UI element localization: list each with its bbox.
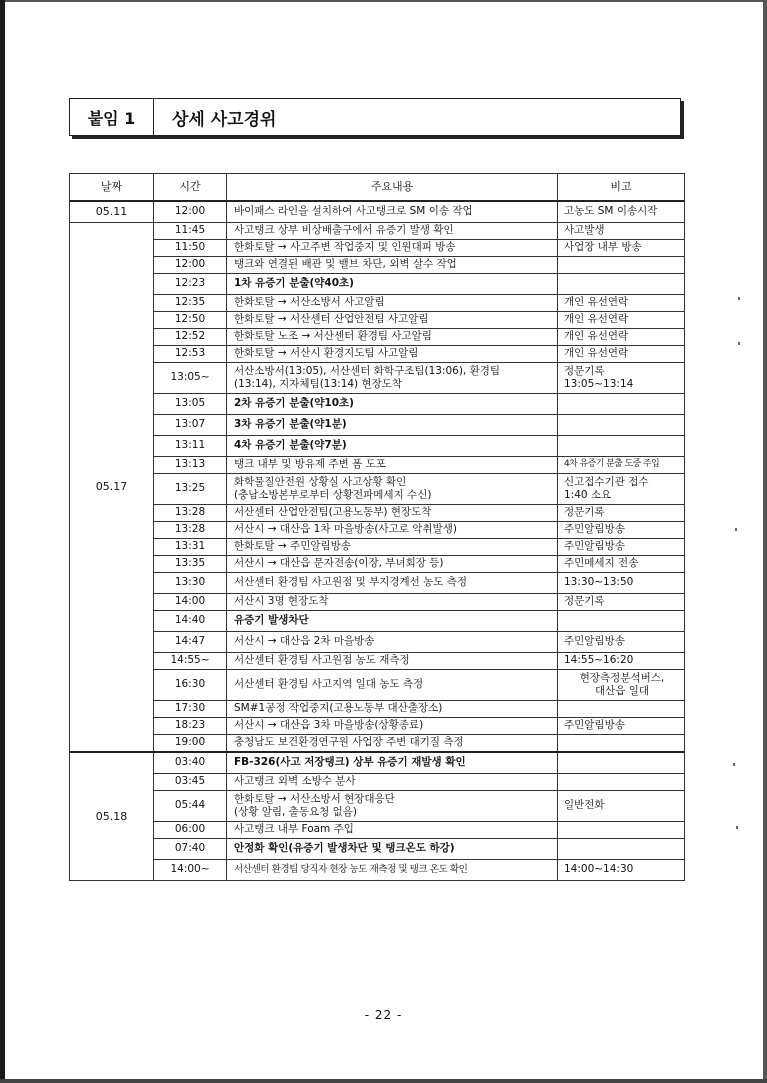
page-border-left bbox=[0, 0, 5, 1083]
table-row bbox=[70, 257, 685, 274]
remark-cell: 14:55~16:20 bbox=[558, 653, 685, 670]
time-cell: 18:23 bbox=[154, 718, 227, 735]
content-cell: 안정화 확인(유증기 발생차단 및 탱크온도 하강) bbox=[227, 839, 558, 860]
table-row bbox=[70, 223, 685, 240]
time-cell: 19:00 bbox=[154, 735, 227, 753]
remark-cell bbox=[558, 735, 685, 753]
content-cell: 한화토탈 → 사고주변 작업중지 및 인원대피 방송 bbox=[227, 240, 558, 257]
content-line: 화학물질안전원 상황실 사고상황 확인 bbox=[234, 475, 407, 488]
table-row bbox=[70, 701, 685, 718]
table-row bbox=[70, 556, 685, 573]
table-row bbox=[70, 718, 685, 735]
remark-cell: 개인 유선연락 bbox=[558, 312, 685, 329]
time-cell: 03:45 bbox=[154, 774, 227, 791]
scan-speck bbox=[735, 528, 737, 531]
table-row bbox=[70, 539, 685, 556]
content-cell: 2차 유증기 분출(약10초) bbox=[227, 394, 558, 415]
remark-cell bbox=[558, 474, 685, 505]
table-row bbox=[70, 274, 685, 295]
column-header-content: 주요내용 bbox=[227, 174, 558, 202]
time-cell: 11:45 bbox=[154, 223, 227, 240]
scan-speck bbox=[733, 763, 735, 766]
content-cell: 서산센터 환경팀 사고원점 및 부지경계선 농도 측정 bbox=[227, 573, 558, 594]
content-cell: 한화토탈 → 서산시 환경지도팀 사고알림 bbox=[227, 346, 558, 363]
scan-speck bbox=[738, 342, 740, 345]
remark-cell: 정문기록 bbox=[558, 594, 685, 611]
remark-cell: 4차 유증기 분출 도중 주입 bbox=[558, 457, 685, 474]
content-cell: 사고탱크 내부 Foam 주입 bbox=[227, 822, 558, 839]
content-cell bbox=[227, 474, 558, 505]
remark-line: 신고접수기관 접수 bbox=[564, 475, 649, 488]
content-cell bbox=[227, 791, 558, 822]
time-cell: 13:05~ bbox=[154, 363, 227, 394]
content-cell: 1차 유증기 분출(약40초) bbox=[227, 274, 558, 295]
remark-line: 현장측정분석버스, bbox=[579, 671, 665, 684]
time-cell: 13:25 bbox=[154, 474, 227, 505]
time-cell: 11:50 bbox=[154, 240, 227, 257]
time-cell: 03:40 bbox=[154, 752, 227, 774]
table-row bbox=[70, 822, 685, 839]
time-cell: 06:00 bbox=[154, 822, 227, 839]
time-cell: 17:30 bbox=[154, 701, 227, 718]
table-row bbox=[70, 860, 685, 881]
table-header-row bbox=[70, 174, 685, 202]
time-cell: 13:35 bbox=[154, 556, 227, 573]
content-cell bbox=[227, 363, 558, 394]
time-cell: 13:05 bbox=[154, 394, 227, 415]
content-cell: 사고탱크 상부 비상배출구에서 유증기 발생 확인 bbox=[227, 223, 558, 240]
table-row bbox=[70, 415, 685, 436]
remark-cell: 사업장 내부 방송 bbox=[558, 240, 685, 257]
table-row bbox=[70, 839, 685, 860]
content-cell: 한화토탈 노조 → 서산센터 환경팀 사고알림 bbox=[227, 329, 558, 346]
time-cell: 05:44 bbox=[154, 791, 227, 822]
content-cell: SM#1공정 작업중지(고용노동부 대산출장소) bbox=[227, 701, 558, 718]
table-row bbox=[70, 329, 685, 346]
remark-cell: 고농도 SM 이송시작 bbox=[558, 201, 685, 223]
table-row bbox=[70, 653, 685, 670]
table-row bbox=[70, 312, 685, 329]
remark-cell bbox=[558, 363, 685, 394]
remark-line: 1:40 소요 bbox=[564, 489, 612, 501]
time-cell: 13:28 bbox=[154, 522, 227, 539]
content-line: (충남소방본부로부터 상황전파메세지 수신) bbox=[234, 489, 432, 501]
remark-cell: 주민알림방송 bbox=[558, 539, 685, 556]
remark-cell: 사고발생 bbox=[558, 223, 685, 240]
remark-cell bbox=[558, 839, 685, 860]
remark-cell bbox=[558, 274, 685, 295]
content-cell: 한화토탈 → 주민알림방송 bbox=[227, 539, 558, 556]
content-cell: 서산시 → 대산읍 문자전송(이장, 부녀회장 등) bbox=[227, 556, 558, 573]
time-cell: 14:47 bbox=[154, 632, 227, 653]
time-cell: 12:23 bbox=[154, 274, 227, 295]
table-row bbox=[70, 394, 685, 415]
time-cell: 07:40 bbox=[154, 839, 227, 860]
column-header-date: 날짜 bbox=[70, 174, 154, 202]
page-border-top bbox=[0, 0, 767, 2]
time-cell: 12:35 bbox=[154, 295, 227, 312]
table-row bbox=[70, 670, 685, 701]
time-cell: 16:30 bbox=[154, 670, 227, 701]
remark-cell bbox=[558, 436, 685, 457]
remark-cell: 개인 유선연락 bbox=[558, 346, 685, 363]
content-cell: 서산시 → 대산읍 2차 마을방송 bbox=[227, 632, 558, 653]
time-cell: 13:31 bbox=[154, 539, 227, 556]
remark-cell: 주민알림방송 bbox=[558, 522, 685, 539]
table-row bbox=[70, 774, 685, 791]
content-line: (13:14), 지자체팀(13:14) 현장도착 bbox=[234, 378, 403, 390]
page-border-bottom bbox=[0, 1079, 767, 1083]
content-cell: 유증기 발생차단 bbox=[227, 611, 558, 632]
remark-cell bbox=[558, 701, 685, 718]
time-cell: 14:00 bbox=[154, 594, 227, 611]
page-border-right bbox=[763, 0, 767, 1083]
content-cell: 서산센터 환경팀 사고원점 농도 재측정 bbox=[227, 653, 558, 670]
time-cell: 12:50 bbox=[154, 312, 227, 329]
remark-cell: 개인 유선연락 bbox=[558, 329, 685, 346]
column-header-remark: 비고 bbox=[558, 174, 685, 202]
content-cell: 서산센터 환경팀 사고지역 일대 농도 측정 bbox=[227, 670, 558, 701]
content-cell: 탱크 내부 및 방유제 주변 폼 도포 bbox=[227, 457, 558, 474]
time-cell: 14:00~ bbox=[154, 860, 227, 881]
table-row bbox=[70, 791, 685, 822]
table-row bbox=[70, 752, 685, 774]
date-cell: 05.11 bbox=[70, 201, 154, 223]
remark-line: 정문기록 bbox=[564, 364, 605, 377]
remark-cell bbox=[558, 752, 685, 774]
remark-cell bbox=[558, 670, 685, 701]
scan-speck bbox=[736, 826, 738, 829]
content-cell: FB-326(사고 저장탱크) 상부 유증기 재발생 확인 bbox=[227, 752, 558, 774]
table-row bbox=[70, 632, 685, 653]
content-cell: 바이패스 라인을 설치하여 사고탱크로 SM 이송 작업 bbox=[227, 201, 558, 223]
remark-cell bbox=[558, 774, 685, 791]
content-line: (상황 알림, 출동요청 없음) bbox=[234, 806, 357, 818]
remark-cell bbox=[558, 611, 685, 632]
content-cell: 한화토탈 → 서산센터 산업안전팀 사고알림 bbox=[227, 312, 558, 329]
date-cell: 05.18 bbox=[70, 752, 154, 881]
content-cell: 한화토탈 → 서산소방서 사고알림 bbox=[227, 295, 558, 312]
remark-cell: 13:30~13:50 bbox=[558, 573, 685, 594]
content-cell: 충청남도 보건환경연구원 사업장 주변 대기질 측정 bbox=[227, 735, 558, 753]
content-cell: 사고탱크 외벽 소방수 분사 bbox=[227, 774, 558, 791]
section-title-box bbox=[69, 98, 681, 136]
time-cell: 13:30 bbox=[154, 573, 227, 594]
content-cell: 서산시 3명 현장도착 bbox=[227, 594, 558, 611]
content-cell: 서산센터 환경팀 당직자 현장 농도 재측정 및 탱크 온도 확인 bbox=[227, 860, 558, 881]
table-row bbox=[70, 346, 685, 363]
date-cell: 05.17 bbox=[70, 223, 154, 753]
content-line: 한화토탈 → 서산소방서 현장대응단 bbox=[234, 792, 395, 805]
remark-cell: 개인 유선연락 bbox=[558, 295, 685, 312]
table-row bbox=[70, 505, 685, 522]
table-row bbox=[70, 201, 685, 223]
remark-cell: 주민알림방송 bbox=[558, 632, 685, 653]
remark-cell bbox=[558, 257, 685, 274]
table-row bbox=[70, 735, 685, 753]
table-row bbox=[70, 573, 685, 594]
table-row bbox=[70, 457, 685, 474]
table-row bbox=[70, 522, 685, 539]
remark-cell bbox=[558, 394, 685, 415]
remark-line: 13:05~13:14 bbox=[564, 378, 634, 390]
remark-cell: 주민알림방송 bbox=[558, 718, 685, 735]
time-cell: 12:53 bbox=[154, 346, 227, 363]
content-cell: 서산센터 산업안전팀(고용노동부) 현장도착 bbox=[227, 505, 558, 522]
table-row bbox=[70, 436, 685, 457]
page-number: - 22 - bbox=[364, 1008, 403, 1022]
time-cell: 14:55~ bbox=[154, 653, 227, 670]
time-cell: 13:11 bbox=[154, 436, 227, 457]
time-cell: 12:52 bbox=[154, 329, 227, 346]
attachment-label: 붙임 1 bbox=[70, 99, 154, 135]
remark-cell bbox=[558, 822, 685, 839]
remark-cell: 정문기록 bbox=[558, 505, 685, 522]
content-line: 서산소방서(13:05), 서산센터 화학구조팀(13:06), 환경팀 bbox=[234, 364, 501, 377]
page-title: 상세 사고경위 bbox=[172, 109, 277, 130]
time-cell: 12:00 bbox=[154, 201, 227, 223]
table-row bbox=[70, 363, 685, 394]
content-cell: 서산시 → 대산읍 1차 마을방송(사고로 악취발생) bbox=[227, 522, 558, 539]
table-row bbox=[70, 474, 685, 505]
remark-cell: 14:00~14:30 bbox=[558, 860, 685, 881]
time-cell: 13:13 bbox=[154, 457, 227, 474]
scan-speck bbox=[738, 297, 740, 300]
remark-cell: 일반전화 bbox=[558, 791, 685, 822]
time-cell: 12:00 bbox=[154, 257, 227, 274]
remark-cell: 주민메세지 전송 bbox=[558, 556, 685, 573]
table-row bbox=[70, 240, 685, 257]
table-row bbox=[70, 594, 685, 611]
time-cell: 14:40 bbox=[154, 611, 227, 632]
column-header-time: 시간 bbox=[154, 174, 227, 202]
incident-timeline-table bbox=[69, 173, 685, 881]
content-cell: 탱크와 연결된 배관 및 밸브 차단, 외벽 살수 작업 bbox=[227, 257, 558, 274]
time-cell: 13:07 bbox=[154, 415, 227, 436]
content-cell: 4차 유증기 분출(약7분) bbox=[227, 436, 558, 457]
time-cell: 13:28 bbox=[154, 505, 227, 522]
table-row bbox=[70, 611, 685, 632]
remark-line: 대산읍 일대 bbox=[594, 685, 650, 697]
content-cell: 3차 유증기 분출(약1분) bbox=[227, 415, 558, 436]
content-cell: 서산시 → 대산읍 3차 마을방송(상황종료) bbox=[227, 718, 558, 735]
table-row bbox=[70, 295, 685, 312]
remark-cell bbox=[558, 415, 685, 436]
